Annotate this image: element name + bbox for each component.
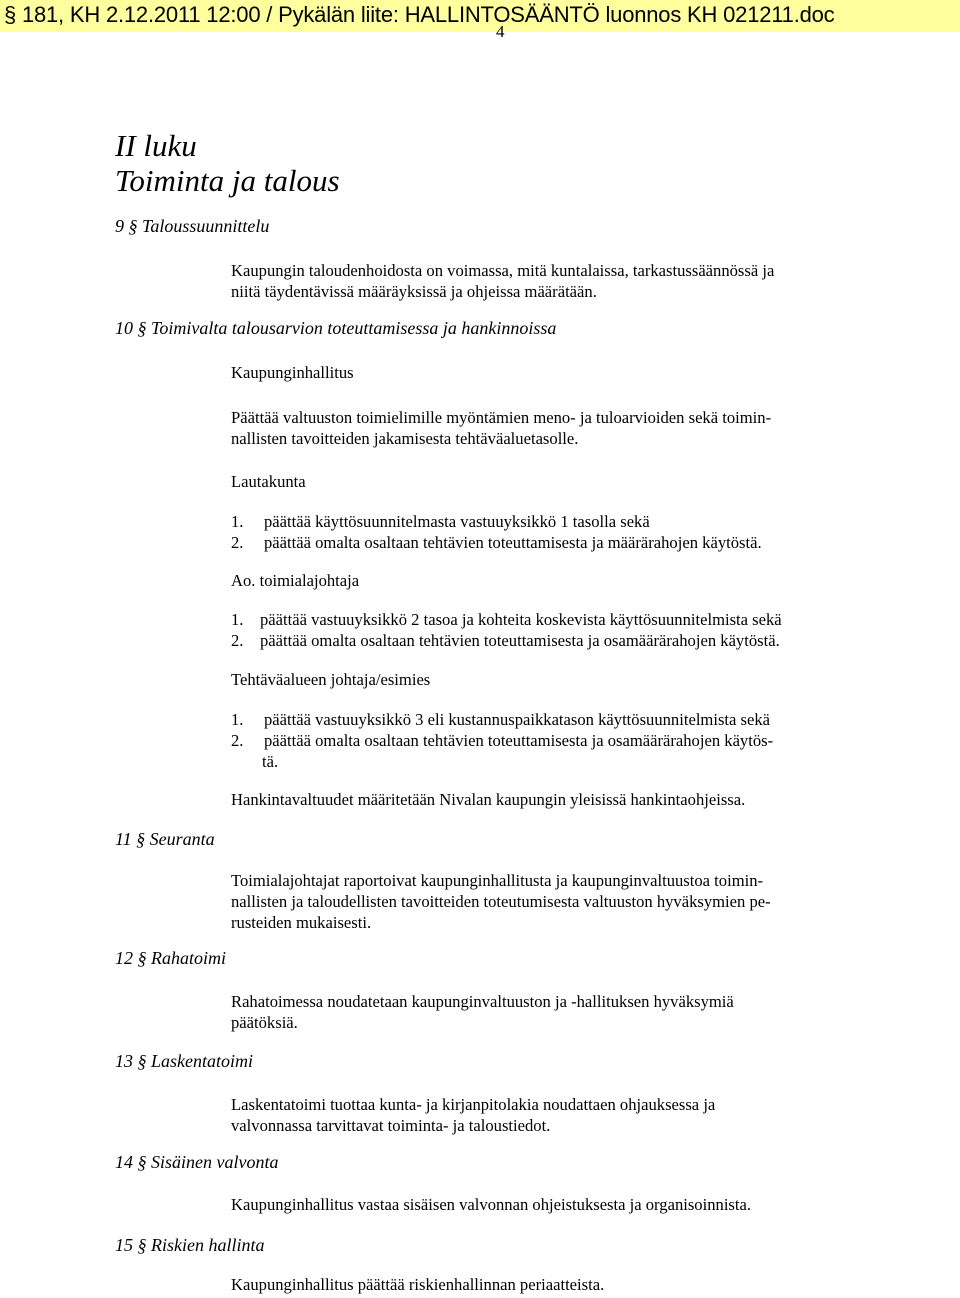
section-15-title: 15 § Riskien hallinta (115, 1235, 265, 1255)
section-10-title: 10 § Toimivalta talousarvion toteuttamisessa ja hankinnoissa (115, 318, 557, 338)
paragraph-line: Päättää valtuuston toimielimille myöntämien meno- ja tuloarvioiden sekä toimin- (231, 408, 772, 427)
document-header-bar (0, 0, 960, 32)
list-number: 2. (231, 731, 244, 750)
kaupunginhallitus-label: Kaupunginhallitus (231, 363, 354, 382)
paragraph-line: rusteiden mukaisesti. (231, 913, 372, 932)
list-number: 1. (231, 610, 244, 629)
list-item (231, 731, 773, 751)
list-number: 2. (231, 533, 244, 552)
list-text: päättää omalta osaltaan tehtävien toteuttamisesta ja osamäärärahojen käytös- (264, 731, 774, 750)
tehtavaalue-label: Tehtäväalueen johtaja/esimies (231, 670, 431, 689)
section-9-title: 9 § Taloussuunnittelu (115, 216, 270, 236)
kaupunginhallitus-text (231, 407, 871, 449)
hankinta-text: Hankintavaltuudet määritetään Nivalan kaupungin yleisissä hankintaohjeissa. (231, 790, 746, 809)
section-12-paragraph (231, 991, 871, 1033)
section-13-title: 13 § Laskentatoimi (115, 1051, 253, 1071)
list-item (231, 631, 780, 651)
section-14-title: 14 § Sisäinen valvonta (115, 1152, 279, 1172)
section-11-paragraph (231, 870, 871, 933)
lautakunta-label: Lautakunta (231, 472, 306, 491)
list-text: päättää vastuuyksikkö 3 eli kustannuspaikkatason käyttösuunnitelmista sekä (264, 710, 771, 729)
list-item (231, 512, 650, 532)
list-text: päättää käyttösuunnitelmasta vastuuyksikkö 1 tasolla sekä (264, 512, 650, 531)
paragraph-line: Laskentatoimi tuottaa kunta- ja kirjanpitolakia noudattaen ohjauksessa ja (231, 1095, 716, 1114)
section-13-paragraph (231, 1094, 871, 1136)
list-number: 1. (231, 710, 244, 729)
toimialajohtaja-label: Ao. toimialajohtaja (231, 571, 360, 590)
list-item (231, 610, 782, 630)
paragraph-line: nallisten tavoitteiden jakamisesta tehtäväaluetasolle. (231, 429, 579, 448)
section-9-paragraph (231, 260, 871, 302)
list-item (231, 533, 762, 553)
list-number: 1. (231, 512, 244, 531)
list-text: päättää omalta osaltaan tehtävien toteuttamisesta ja määrärahojen käytöstä. (264, 533, 762, 552)
paragraph-line: Toimialajohtajat raportoivat kaupunginhallitusta ja kaupunginvaltuustoa toimin- (231, 871, 764, 890)
paragraph-line: Rahatoimessa noudatetaan kaupunginvaltuuston ja -hallituksen hyväksymiä (231, 992, 734, 1011)
chapter-number: II luku (115, 128, 197, 163)
document-header-text: § 181, KH 2.12.2011 12:00 / Pykälän liite: HALLINTOSÄÄNTÖ luonnos KH 021211.doc (4, 2, 835, 27)
paragraph-line: valvonnassa tarvittavat toiminta- ja taloustiedot. (231, 1116, 551, 1135)
list-number: 2. (231, 631, 244, 650)
section-14-paragraph: Kaupunginhallitus vastaa sisäisen valvonnan ohjeistuksesta ja organisoinnista. (231, 1195, 752, 1214)
section-11-title: 11 § Seuranta (115, 829, 215, 849)
chapter-title: Toiminta ja talous (115, 163, 340, 198)
section-15-paragraph: Kaupunginhallitus päättää riskienhallinnan periaatteista. (231, 1275, 605, 1294)
section-12-title: 12 § Rahatoimi (115, 948, 226, 968)
page-number: 4 (496, 22, 505, 41)
paragraph-line: päätöksiä. (231, 1013, 298, 1032)
list-text: päättää omalta osaltaan tehtävien toteuttamisesta ja osamäärärahojen käytöstä. (260, 631, 780, 650)
list-item (231, 710, 770, 730)
paragraph-line: nallisten ja taloudellisten tavoitteiden toteutumisesta valtuuston hyväksymien pe- (231, 892, 771, 911)
paragraph-line: Kaupungin taloudenhoidosta on voimassa, mitä kuntalaissa, tarkastussäännössä ja (231, 261, 775, 280)
list-text: päättää vastuuyksikkö 2 tasoa ja kohteita koskevista käyttösuunnitelmista sekä (260, 610, 782, 629)
list-item-continuation: tä. (262, 752, 279, 771)
paragraph-line: niitä täydentävissä määräyksissä ja ohjeissa määrätään. (231, 282, 597, 301)
